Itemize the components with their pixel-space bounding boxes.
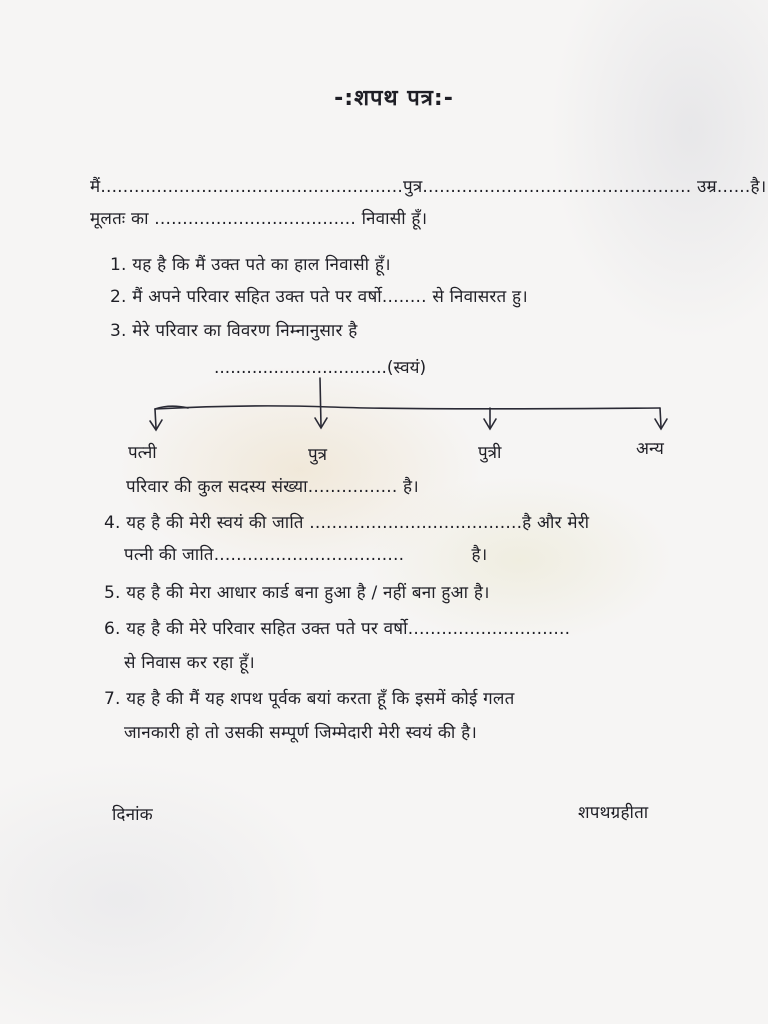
tree-branch-bar [155,406,660,409]
clause-3: 3. मेरे परिवार का विवरण निम्नानुसार है [110,321,358,341]
branch-daughter: पुत्री [478,443,502,463]
branch-son: पुत्र [308,445,328,465]
intro-line-name: मैं......................................................पुत्र................................................ उम्र......है। [90,177,767,197]
drop-other-line [660,408,661,427]
clause-4-line-2: पत्नी की जाति.................................. है। [124,545,488,565]
total-members-line: परिवार की कुल सदस्य संख्या................ है। [126,477,419,497]
branch-wife: पत्नी [128,443,157,463]
family-tree-diagram [0,0,768,460]
clause-1: 1. यह है कि मैं उक्त पते का हाल निवासी हूँ। [110,255,391,275]
clause-7-line-1: 7. यह है की मैं यह शपथ पूर्वक बयां करता हूँ कि इसमें कोई गलत [104,689,515,709]
clause-5: 5. यह है की मेरा आधार कार्ड बना हुआ है / नहीं बना हुआ है। [104,583,490,603]
clause-6-line-2: से निवास कर रहा हूँ। [124,653,255,673]
clause-2: 2. मैं अपने परिवार सहित उक्त पते पर वर्षो........ से निवासरत हु। [110,287,528,307]
drop-wife-line [155,409,156,428]
tree-trunk-line [320,378,321,426]
signatory-label: शपथग्रहीता [578,803,649,823]
clause-4-line-1: 4. यह है की मेरी स्वयं की जाति ......................................है और मेरी [104,513,590,533]
family-tree-self: ................................(स्वयं) [214,358,427,378]
document-title: -:शपथ पत्र:- [334,86,454,111]
date-label: दिनांक [112,805,153,825]
intro-line-origin: मूलतः का .................................... निवासी हूँ। [90,209,428,229]
clause-6-line-1: 6. यह है की मेरे परिवार सहित उक्त पते पर वर्षो............................. [104,619,571,639]
branch-other: अन्य [636,439,664,459]
clause-7-line-2: जानकारी हो तो उसकी सम्पूर्ण जिम्मेदारी मेरी स्वयं की है। [124,723,477,743]
